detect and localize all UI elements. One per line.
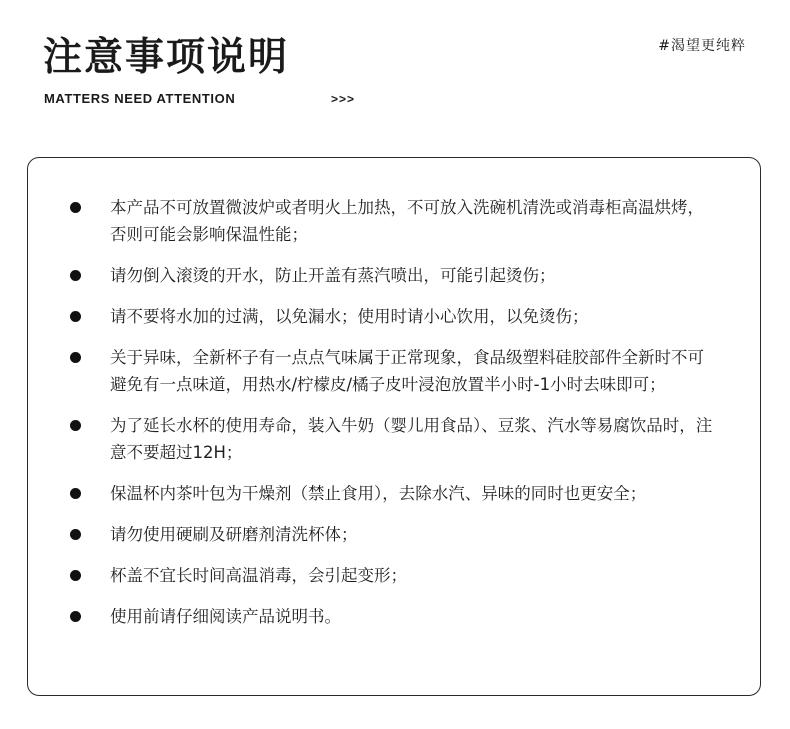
note-item — [110, 562, 720, 589]
arrows-decoration: >>> — [331, 92, 356, 106]
note-item — [110, 480, 720, 507]
note-item — [110, 303, 720, 330]
note-item — [110, 194, 720, 248]
bullet-icon — [70, 202, 81, 213]
bullet-icon — [70, 611, 81, 622]
note-text: 保温杯内茶叶包为干燥剂（禁止食用），去除水汽、异味的同时也更安全； — [110, 484, 647, 503]
note-item — [110, 603, 720, 630]
page-title: 注意事项说明 — [43, 35, 290, 80]
notes-list — [110, 194, 720, 630]
note-item — [110, 344, 720, 398]
bullet-icon — [70, 352, 81, 363]
note-text: 杯盖不宜长时间高温消毒，会引起变形； — [110, 566, 407, 585]
bullet-icon — [70, 488, 81, 499]
note-text: 请勿倒入滚烫的开水，防止开盖有蒸汽喷出，可能引起烫伤； — [110, 266, 556, 285]
page-subtitle: MATTERS NEED ATTENTION — [44, 91, 236, 106]
note-text: 请不要将水加的过满，以免漏水；使用时请小心饮用，以免烫伤； — [110, 307, 589, 326]
bullet-icon — [70, 270, 81, 281]
note-item — [110, 412, 720, 466]
note-text: 使用前请仔细阅读产品说明书。 — [110, 607, 341, 626]
bullet-icon — [70, 420, 81, 431]
bullet-icon — [70, 311, 81, 322]
bullet-icon — [70, 570, 81, 581]
note-text: 请勿使用硬刷及研磨剂清洗杯体； — [110, 525, 358, 544]
note-item — [110, 521, 720, 548]
note-text: 关于异味，全新杯子有一点点气味属于正常现象，食品级塑料硅胶部件全新时不可避免有一点味道，用热水/柠檬皮/橘子皮叶浸泡放置半小时-1小时去味即可； — [110, 348, 704, 394]
slogan-tag: #渴望更纯粹 — [658, 38, 746, 54]
note-text: 为了延长水杯的使用寿命，装入牛奶（婴儿用食品）、豆浆、汽水等易腐饮品时，注意不要超过12H； — [110, 416, 713, 462]
note-item — [110, 262, 720, 289]
note-text: 本产品不可放置微波炉或者明火上加热，不可放入洗碗机清洗或消毒柜高温烘烤，否则可能会影响保温性能； — [110, 198, 704, 244]
bullet-icon — [70, 529, 81, 540]
